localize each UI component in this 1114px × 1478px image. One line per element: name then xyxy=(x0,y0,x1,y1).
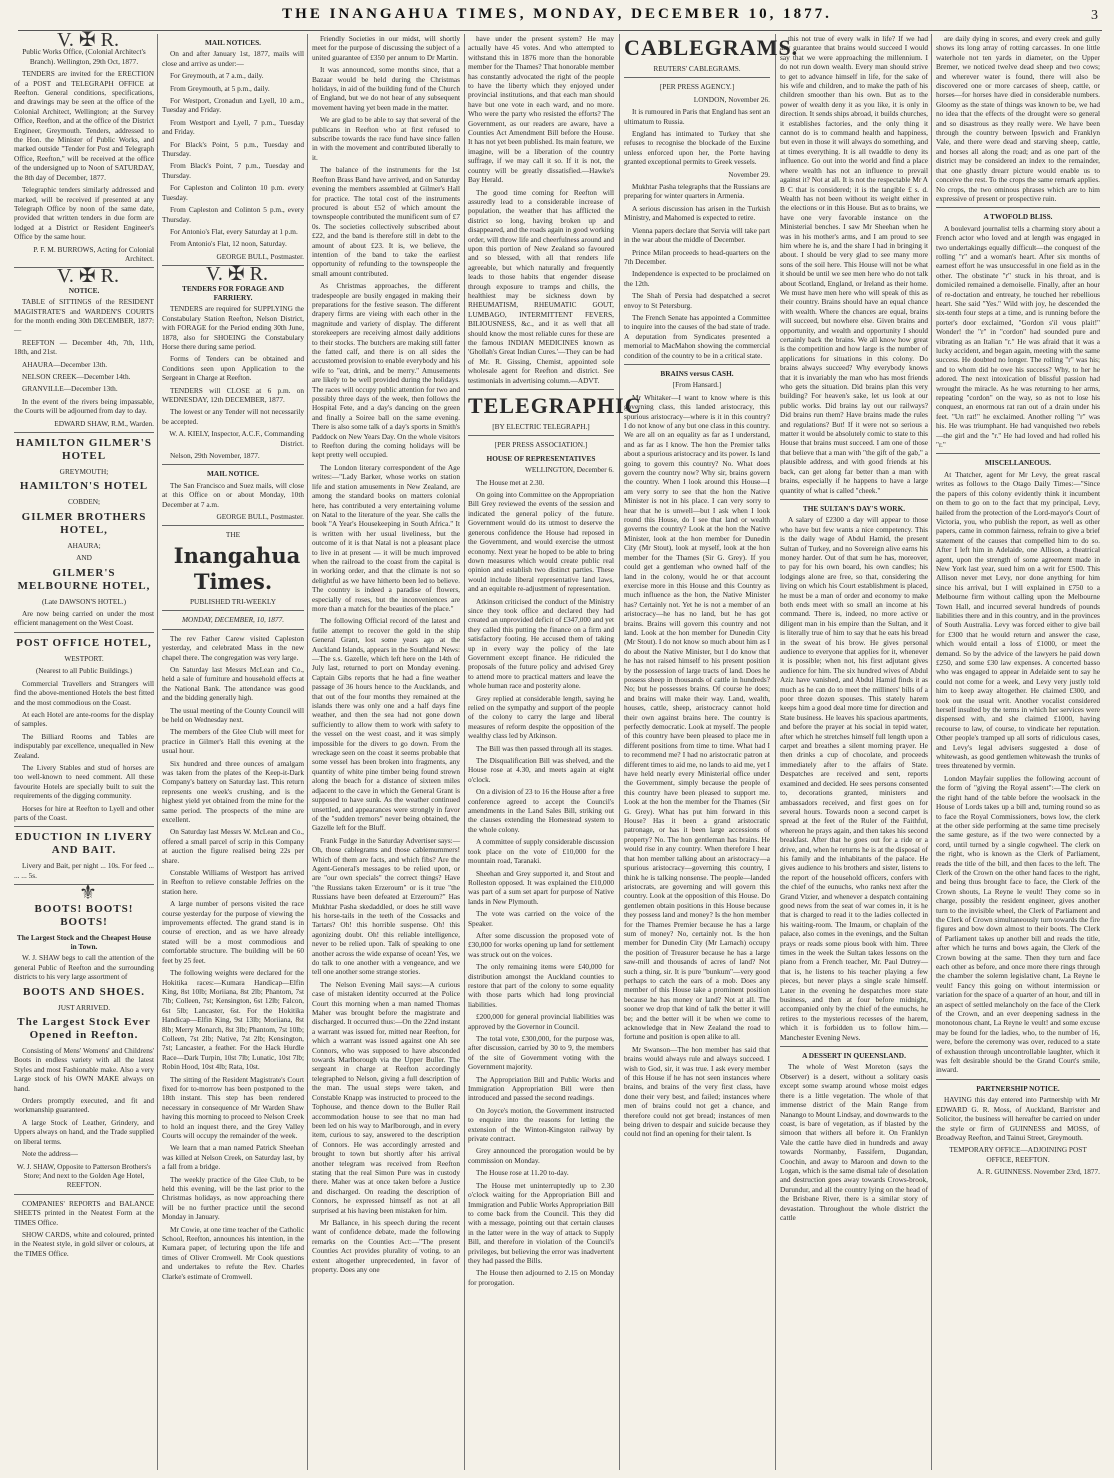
page-number: 3 xyxy=(1091,8,1098,23)
ad-heading: GILMER BROTHERS HOTEL, xyxy=(21,510,147,536)
paragraph: HAVING this day entered into Partnership with Mr EDWARD G. R. Moss, of Auckland, Barrister and Solicitor, the business will hereafter be carried on under the style or firm of GUINNESS and MOSS, of Broadway Reefton, and Tainui Street, Greymouth. xyxy=(936,1095,1100,1142)
paragraph: For Westport, Cronadun and Lyell, 10 a.m., Tuesday and Friday. xyxy=(162,96,304,115)
column-4 xyxy=(468,34,642,1470)
column-rule xyxy=(931,34,932,1470)
signature-line: GEORGE BULL, Postmaster. xyxy=(216,251,304,261)
divider xyxy=(936,1079,1100,1080)
paragraph: The Appropriation Bill and Public Works and Immigration Appropriation Bill were then introduced and passed the second readings. xyxy=(468,1074,614,1103)
paragraph: After some discussion the proposed vote of £30,000 for works opening up land for settlement was struck out on the voices. xyxy=(468,930,614,959)
centered-line: W. J. SHAW, Opposite to Patterson Brothers's Store; And next to the Golden Age Hotel, REEFTON. xyxy=(16,1161,152,1190)
section-title: TELEGRAPHIC xyxy=(468,393,642,419)
paragraph: REEFTON — December 4th, 7th, 11th, 18th, and 21st. xyxy=(14,337,154,357)
centered-line: [PER PRESS AGENCY.] xyxy=(659,82,735,92)
paragraph: The House met at 2.30. xyxy=(476,477,545,487)
paragraph: The good time coming for Reefton will assuredly lead to a considerable increase of population, the weather that has afflicted the district so long, having broken up and disappeared, and the roads again in good working order, will throw life and cheerfulness around and upon this portion of New Zealand so favoured and so blessed, with all that renders life agreeable, but which naturally and frequently leads to those habits that engender disease through exposure to tramps and chills, the healthiest may be sickness down by RHEUMATISM, RHEUMATIC GOUT, LUMBAGO, INTERMITTENT FEVERS, BILIOUSNESS, &c., and it as well that all should know the most reliable cures for these are the famous INDIAN MEDICINES known as 'Ghollah's Great Indian Cures.'—They can be had of Mr. R. Gissing, Chemist, appointed sole wholesale agent for Reefton and district. See testimonials in advertising column.—ADVT. xyxy=(468,187,614,385)
masthead-rule xyxy=(18,30,1102,31)
column-7 xyxy=(936,34,1100,1470)
paragraph: Mukhtar Pasha telegraphs that the Russians are preparing for winter quarters in Armenia. xyxy=(624,182,770,201)
centered-line: COBDEN; xyxy=(67,497,101,507)
paragraph: From Greymouth, at 5 p.m., daily. xyxy=(170,83,270,93)
section-heading: NOTICE. xyxy=(68,285,100,295)
paragraph: W. J. SHAW begs to call the attention of the general Public of Reefton and the surrounding districts to his very large assortment of xyxy=(14,953,154,982)
paragraph: The rev Father Carew visited Capleston yesterday, and celebrated Mass in the new chapel there. The congregation was very large. xyxy=(162,633,304,662)
centered-line: (Nearest to all Public Buildings.) xyxy=(35,666,133,676)
paragraph: Independence is expected to be proclaimed on the 12th. xyxy=(624,269,770,288)
paragraph: TENDERS will CLOSE at 6 p.m. on WEDNESDAY, 12th DECEMBER, 1877. xyxy=(162,385,304,404)
signature-line: GEORGE BULL, Postmaster. xyxy=(216,512,304,522)
paragraph: The following weights were declared for the Hokitika races:—Kumara Handicap—Elfin King, 8st 10lb; Moriiana, 8st 2lb; Phantom, 7st 7lb; Colleen, 7st; Kensington, 6st 12lb; Falcon, 6st 5lb; Lancaster, 6st. For the Hokitika Handicap—Elfin King, 9st 13lb; Moriiana, 8st 8lb; Merry Monarch, 8st 3lb; Phantom, 7st 10lb; Colleen, 7st 2lb; Native, 7st 2lb; Kensington, 7st; Lancaster, a feather. For the Hack Hurdle Race—Dark Turpin, 10st 7lb; Lunatic, 10st 7lb; Robin Hood, 10st 4lb; Rata, 10st. xyxy=(162,968,304,1072)
paragraph: It is rumoured in Paris that England has sent an ultimatum to Russia. xyxy=(624,107,771,126)
paragraph: this not true of every walk in life? If we had any guarantee that brains would succeed I would say that we were approaching the millennium. I do not run down wealth. Every man should strive to get to advance himself in life, for the sake of his wife and children, and to make the path of his children smoother than his own. But as to the power of wealth deny it as you like, it is only in direction. It sends ships abroad, it builds churches, it establishes factories, and the only thing it cannot do is to command health and happiness, but even in those it will always do something, and at times everything. It is all twaddle to deny its influence. Go out into the world and find a place where wealth has not an influence to prevail against it? Not at all. It is not the respectable Mr A B C that is considered; it is the tangible £ s. d. Wealth has not been without its weight either in the elections or in this House. But as to brains, we have one very favorable instance on the Ministerial benches. I saw Mr Sheehan when he was in his mother's arms, and I am proud to see him where he is, and the share I had in bringing it about. I should be very glad to see many more sons of the soil here. This House will not be what it should be until we see men here who do not talk about Scotland, England, or Ireland as their home. We must have men here who will speak of this as their country. Brains should have an equal chance with wealth. Where the chances are equal, brains will succeed, but nowhere else. Given brains and opportunity, and wealth and opportunity I should certainly back the brains. We all know how great is the competition and how large is the number of applications for situations in this colony. Do brains always succeed? Why everybody knows that it is invariably the man who has most friends who gets the situation. Did brains plan this very building? For heaven's sake, let us look at our public works. Did brains lay out our railways? Did brains run them? Have brains made the rules and regulations? But! If it were not so serious a matter it would be absolutely comic to state to this House that brains must succeed. I am one of those that believe that a man with "the gift of the gab," a plausible address, and with good friends at his back, can get along far better than a man with brains, especially if he happens to have a large quantity of what is called "cheek." xyxy=(780,34,928,495)
paragraph: Grey announced the prorogation would be by commission on Monday. xyxy=(468,1146,614,1165)
signature-line: November 29. xyxy=(728,169,770,179)
paragraph: From Westport and Lyell, 7 p.m., Tuesday and Friday. xyxy=(162,117,304,137)
divider xyxy=(14,432,154,433)
paragraph: We are glad to be able to say that several of the publicans in Reefton who at first refused to subscribe towards the race fund have since fallen in with the movement and contributed liberally to it. xyxy=(312,115,460,162)
ad-heading: BOOTS! BOOTS! BOOTS! xyxy=(34,902,134,928)
paragraph: For Capleston and Colinton 10 p.m. every Tuesday. xyxy=(162,183,304,202)
paragraph: For Black's Point, 5 p.m., Tuesday and Thursday. xyxy=(162,139,304,159)
paragraph: From Black's Point, 7 p.m., Tuesday and Thursday. xyxy=(162,161,304,180)
paragraph: The French Senate has appointed a Committee to inquire into the causes of the bad state of trade. A deputation from Syndicates presented a memorial to MacMahon showing the commercial condition of the country to be in a critical state. xyxy=(624,312,770,360)
ad-heading: BOOTS AND SHOES. xyxy=(22,985,146,998)
paragraph: Six hundred and three ounces of amalgam was taken from the plates of the Keep-it-Dark Company's battery on Saturday last. This return represents one week's crushing, and is the highest yield yet obtained from the mine for the same period. The prospects of the mine are excellent. xyxy=(162,758,304,824)
paragraph: The members of the Glee Club will meet for practice in Gilmer's Hall this evening at the usual hour. xyxy=(162,727,304,756)
section-heading: THE SULTAN'S DAY'S WORK. xyxy=(802,503,906,513)
paragraph: Mr Swanson—The hon member has said that brains would always rule and always succeed. I wish to God, sir, it was true. I ask every member of this House if he has not seen instances where brains, and brains of the very first class, have done their very best, and failed; instances where men of brains could not get a chance, and therefore could not get bread; instances of men being driven to despair and suicide because they could not find an opening for their talent. Is xyxy=(624,1044,770,1139)
divider xyxy=(14,632,154,633)
paragraph: GRANVILLE—December 13th. xyxy=(22,384,118,394)
centered-line: REUTERS' CABLEGRAMS. xyxy=(653,64,741,73)
signature-line: LONDON, November 26. xyxy=(693,94,770,104)
ad-heading: HAMILTON GILMER'S HOTEL xyxy=(16,437,152,463)
paragraph: NELSON CREEK—December 14th. xyxy=(22,372,131,381)
paragraph: A committee of supply considerable discussion took place on the vote of £10,000 for the mountain road, Taranaki. xyxy=(468,837,614,866)
paragraph: Note the address— xyxy=(22,1149,78,1159)
ad-heading: HAMILTON'S HOTEL xyxy=(19,480,149,493)
centered-line: GREYMOUTH; xyxy=(59,467,109,477)
centered-line: [PER PRESS ASSOCIATION.] xyxy=(494,440,588,450)
paragraph: Mr Whitaker—I want to know where is this governing class, this landed aristocracy, this spurious aristocracy—where is it in this country? I do not know of any but one class in this country. We are all on an equality as far as I understand, and as far as I know. The hon the Premier talks about a spurious aristocracy and its power. Is land going to govern this country? No. What does govern the country now? Why sir, brains govern the country. When I look around this House—I am very sorry to see that the hon the Native Minister is not in his place. I can very sorry to hear that he is unwell—but I ask when I look round this House, do I see that land or wealth governs the country? Look at the hon the Native Minister, look at the hon member for Dunedin City (Mr Stout), look at myself, look at the hon member for the Thames (Sir G. Grey). If you could get a gentleman who owned half of the land in the colony, would he or that account exercise more in this House and this Country as much influence as the hon, the Native Minister has? Certainly not. Yet he is not a member of an aristocracy—he has no land, but he has got brains. Brains will govern this country and not land. Look at the hon member for Dunedin City (Mr Stout). I do not know so much about him as I do about the Native Minister, but I do know that he has not raised himself to his present position by the possession of large tracts of land. Does he possess sheep in thousands of cattle in hundreds? No; but he possesses brains. Of course he does; and brains will make their way. Land, wealth, houses, cattle, sheep, aristocracy cannot hold their own against brains here. The country is perfectly democratic. Look at myself. The people of this country have been pleased to place me in different positions from time to time. What had I to recommend me? I had no aristocratic patron at different times to aid me, no lands to aid me, yet I have held nearly every Ministerial office under the Government, simply because the people of this country have been pleased to support me. Look at the hon the member for the Thames (Sir G. Grey). What has put him forward in this House? Has it been a grand aristocratic patronage, or has it been large accessions of property? No. The hon gentleman has brains. He would rise in any country. When therefore I hear that hon member talking about an aristocracy—a spurious aristocracy—governing this country, I think he is talking nonsense. The people—landed aristocrats, are governing and will govern this country. Look at the opposition of this House. Do gentlemen obtain positions in this House because they possess land and money? Is the hon member for the Thames Premier because he has a large sum of money? No, certainly not. Is the hon member for Dunedin City (Mr Larnach) occupy the position of Treasurer because he has a large saw-mill and thousands of acres of land? Not such a thing, sir. It is pure "bunkum"—very good perhaps to catch the ears of a mob. Does any member of this House take a prominent position because he has money or land? Not at all. The sooner we drop that kind of talk the better it will be; and the better will it be when we come to acknowledge that in New Zealand the road to fortune and position is open alike to all. xyxy=(624,392,770,1042)
paragraph: On going into Committee on the Appropriation Bill Grey reviewed the events of the session and indicated the general policy of the future. Government would do its utmost to deserve the generous confidence the House had reposed in the Government, and would exercise the utmost economy. Next year he hoped to be able to bring down measures which would create public real opinion and establish two distinct parties. These would include liberal representative land laws, and an equitable re-adjustment of representation. xyxy=(468,490,614,594)
column-1 xyxy=(14,29,154,1470)
paragraph: £200,000 for general provincial liabilities was approved by the Governor in Council. xyxy=(468,1012,614,1031)
paragraph: London Mayfair supplies the following account of the form of "giving the Royal assent":—The clerk on the right hand of the table before the woolsack in the House of Lords takes up a bill and, turning round so as to face the Royal Commissioners, bows low, the clerk at the other side performing at the same time precisely the same gesture, as if the two were connected by a cord, until turned by a single cogwheel. The clerk on the right, who is known as the Clerk of Parliament, reads the title of the bill, and then faces to the left. The Clerk of the Crown on the other hand faces to the right, and being thus brought face to face, the Clerk of the Crown shouts, La Reyne le veult! They come so in charge, possibly the resident engineer, gives another turn to the invisible wheel, the Clerk of Parliament and the Clerk of Crown simultaneously turn towards the fire figures and bow down almost to their boots. The Clerk of Parliament takes up another bill and reads the title, after which he turns and bows again, the Clerk of the Crown bowing at the same. Then they turn and face each other as before, and once more there rings through the chamber the solemn legislative chant, La Reyne le veult! Fancy this going on without intermission or variation for the space of a quarter of an hour, and till in an aspect of settled melancholy on the face of the Clerk of the Crown, and an ever deepening sadness in the monotonous chant, La Reyne le veult! and some excuse may be found for the ladies, who, to the number of 16, were, before the ceremony was over, reduced to a state of exhaustion through uncontrollable laughter, which it was felt desirable should be the Grand Court's smile, inward. xyxy=(936,773,1100,1075)
section-heading: A TWOFOLD BLISS. xyxy=(983,212,1053,222)
paragraph: Mr Cowie, at one time teacher of the Catholic School, Reefton, announces his intention, in the Kumara paper, of lecturing upon the life and times of Oliver Cromwell. Mr Cook questions and undertakes to refute the Rev. Charles Clarke's estimate of Cromwell. xyxy=(162,1224,304,1281)
paragraph: Forms of Tenders can be obtained and Conditions seen upon Application to the Sergeant in Charge at Reefton. xyxy=(162,354,304,383)
divider xyxy=(162,525,304,526)
royal-crest: V. ✠ R. xyxy=(206,263,268,286)
centered-line: PUBLISHED TRI-WEEKLY xyxy=(189,596,277,606)
centered-line: AND xyxy=(76,553,92,563)
paragraph: The weekly practice of the Glee Club, to be held this evening, will be the last prior to the Christmas holidays, as now approaching there will be no further practice until the second Monday in January. xyxy=(162,1174,304,1222)
divider xyxy=(162,464,304,465)
paragraph: A large Stock of Leather, Grindery, and Uppers always on hand, and the Trade supplied on liberal terms. xyxy=(14,1117,154,1146)
paragraph: England has intimated to Turkey that she refuses to recognise the blockade of the Euxine unless enforced upon her, the Porte having granted exceptional permits to Greek vessels. xyxy=(624,129,770,167)
signature-line: EDWARD SHAW, R.M., Warden. xyxy=(54,418,154,428)
royal-crest: V. ✠ R. xyxy=(57,29,119,51)
paragraph: A serious discussion has arisen in the Turkish Ministry, and Mahomed is expected to retire. xyxy=(624,203,770,223)
paragraph: have under the present system? He may actually have 45 votes. And who attempted to withstand this in 1876 more than the honorable member for the Thames? That honorable member has constantly advocated the right of the people to have the liberty which they enjoyed under provincial institutions, and that each man should have but one vote in each ward, and no more. Who were the party who resisted the efforts? The Government, as our readers are aware, have a Counties Act Amendment Bill before the House. It has not yet been published. Its main feature, we imagine, will be a liberation of the country suffrage, if we may call it so. If it is not, the country will be greatly dissatisfied.—Hawke's Bay Herald. xyxy=(468,34,614,185)
paragraph: The usual meeting of the County Council will be held on Wednesday next. xyxy=(162,705,304,724)
paragraph: On Saturday last Messrs McLean and Co., held a sale of furniture and household effects at the National Bank. The attendance was good and the bidding generally high. xyxy=(162,664,304,703)
paragraph: Nelson, 29th November, 1877. xyxy=(170,451,260,461)
section-heading: HOUSE OF REPRESENTATIVES xyxy=(486,453,596,463)
paragraph: Mr Ballance, in his speech during the recent want of confidence debate, made the following remarks on the Counties Act:—"The present Counties Act provides plurality of voting, to an extent altogether unprecedented, in favor of property. Does any one xyxy=(312,1217,460,1274)
paragraph: Friendly Societies in our midst, will shortly meet for the purpose of discussing the subject of a united guarantee of £350 per annum to Dr Martin. xyxy=(312,34,460,62)
paragraph: TENDERS are required for SUPPLYING the Constabulary Station Reefton, Nelson District, with FORAGE for the Period ending 30th June, 1878, also for SHOEING the Constabulary Horse there during same period. xyxy=(162,304,304,351)
paragraph: AHAURA—December 13th. xyxy=(22,359,108,369)
column-rule xyxy=(619,34,620,1470)
paragraph: On and after January 1st, 1877, mails will close and arrive as under:— xyxy=(162,49,304,68)
masthead: THE INANGAHUA TIMES, MONDAY, DECEMBER 10, 1877. xyxy=(282,6,832,22)
paragraph: The lowest or any Tender will not necessarily be accepted. xyxy=(162,407,304,426)
centered-line: JUST ARRIVED. xyxy=(57,1002,111,1012)
paragraph: Horses for hire at Reefton to Lyell and other parts of the Coast. xyxy=(14,803,154,822)
paragraph: In the event of the rivers being impassable, the Courts will be adjourned from day to day. xyxy=(14,396,154,416)
ad-heading: EDUCTION IN LIVERY AND BAIT. xyxy=(15,831,153,857)
paragraph: The Nelson Evening Mail says:—A curious case of mistaken identity occurred at the Police Court this morning when a man named Thomas Maher was brought before the magistrate and discharged. It occurred thus:—On the 22nd instant a warrant was issued for, mitted near Reefton, for which a warrant was issued against one Ah see Connors, who was supposed to have absconded towards Marlborough via the Upper Buller. The sergeant in charge at Reefton accordingly telegraphed to Nelson, giving a full description of the man. The usual steps were taken, and Constable Knapp was instructed to proceed to the Tophouse, and thence down to the Buller Rail accommodation house to see that no man had been led on his way to Marlborough, and in every item, curious to say, answered to the description of Connors. He was accordingly arrested and brought to town but shortly after his arrival another telegram was received from Reefton stating that the real Simon Pure was in custody there. Maher was at once taken before a Justice and discharged. On reading the description of Connors, he expressed himself as not at all surprised at his having been mistaken for him. xyxy=(312,979,460,1215)
paragraph: The San Francisco and Suez mails, will close at this Office on or about Monday, 10th December at 7 a.m. xyxy=(162,480,304,509)
section-heading: MISCELLANEOUS. xyxy=(985,458,1051,468)
paragraph: Are now being carried on under the most efficient management on the West Coast. xyxy=(14,609,154,628)
paragraph: Commercial Travellers and Strangers will find the above-mentioned Hotels the best fitted and the most commodious on the Coast. xyxy=(14,678,154,707)
signature-line: WELLINGTON, December 6. xyxy=(524,465,614,475)
column-3 xyxy=(312,34,460,1470)
signature-line: A. R. GUINNESS. November 23rd, 1877. xyxy=(976,1167,1100,1177)
centered-line: TEMPORARY OFFICE—ADJOINING POST OFFICE, REEFTON. xyxy=(949,1145,1087,1164)
column-5 xyxy=(624,34,799,1470)
divider xyxy=(936,207,1100,208)
centered-line: WESTPORT. xyxy=(64,653,104,663)
paragraph: Atkinson criticised the conduct of the Ministry since they took office and declared they had created an unprovided deficit of £347,000 and yet they called this putting the finance on a firm and satisfactory footing. He accused them of taking up in every way the policy of the late Government except finance. He ridiculed the proposals of the future policy and advised Grey to attend more to practical matters and leave the whole human race and posterity alone. xyxy=(468,596,614,691)
paragraph: We learn that a man named Patrick Sheehan was killed at Nelson Creek, on Saturday last, by a fall from a bridge. xyxy=(162,1143,304,1172)
signature-line: W. A. KIELY, Inspector, A.C.F., Commanding District. xyxy=(169,429,304,448)
divider xyxy=(780,499,928,500)
centered-line: Public Works Office, (Colonial Architect's Branch). Wellington, 29th Oct, 1877. xyxy=(22,47,146,66)
section-heading: A DESSERT IN QUEENSLAND. xyxy=(802,1051,906,1061)
paragraph: The House met uninterruptedly up to 2.30 o'clock waiting for the Appropriation Bill and Immigration and Public Works Appropriation Bill to come back from the Council. This they did with a message, pointing out that certain clauses in the latter were in the way of attack to Supply Bill, and therefore in violation of the Council's privileges, but believing the error was inadvertent they had passed the Bills. xyxy=(468,1180,614,1265)
paragraph: The House then adjourned to 2.15 on Monday for prorogation. xyxy=(468,1268,614,1287)
section-heading: TENDERS FOR FORAGE AND FARRIERY. xyxy=(182,283,284,302)
paragraph: At each Hotel are ante-rooms for the display of samples. xyxy=(14,709,154,729)
divider xyxy=(468,389,614,390)
paragraph: The following Official record of the latest and futile attempt to recover the gold in the ship General Grant, lost some years ago at the Auckland Islands, appears in the Southland News:—The s.s. Gazelle, which left here on the 14th of July last, returned to port on Monday evening. Captain Gibs reports that he had a fine weather passage of 36 hours hence to the Aucklands, and that out of the four months they remained at the islands there was only one and a half days fine weather, and then the sea had not gone down sufficiently to allow them to work with safety to the vessel on the west coast, and it was simply impossible for the divers to go down. From the wreckage seen on the coast it seems probable that some vessel has been broken into fragments, any quantity of white pine timber being found strewn along the beach for a distance of sixteen miles adjacent to the cave in which the General Grant is supposed to have sunk. As the weather continued unsettled, and appearances were strongly in favor of the "sudden tremors" never being obtained, the Gazelle left for the Bluff. xyxy=(312,616,460,833)
paragraph: A large number of persons visited the race course yesterday for the purpose of viewing the improvements effected. The grand stand is in course of erection, and as we have already stated will be a most commodious and comfortable structure. The building will be 60 feet by 25 feet. xyxy=(162,899,304,965)
centered-line: [BY ELECTRIC TELEGRAPH.] xyxy=(492,422,590,432)
section-heading: MAIL NOTICE. xyxy=(207,469,259,479)
paragraph: Orders promptly executed, and fit and workmanship guaranteed. xyxy=(14,1096,154,1115)
section-heading: MAIL NOTICES. xyxy=(205,38,261,47)
paragraph: The sitting of the Resident Magistrate's Court fixed for to-morrow has been postponed to the 18th instant. This step has been rendered necessary in consequence of Mr Warden Shaw having this morning to proceed to Nelson Creek to hold an inquest there, and the Grey Valley Courts will occupy the remainder of the week. xyxy=(162,1074,304,1140)
paragraph: A salary of £2300 a day will appear to those who have but few wants a nice competency. This is the daily wage of Abdul Hamid, the present Sultan of Turkey, and no Sovereign alive earns his money harder. Out of that sum he has, moreover, to pay for his own board, his own candles; his lodgings alone are free, so that, considering the living on which his Court establishment is placed, he must be a man of order and economy to make both ends meet with so small an income at his command. There is, indeed, no more active or diligent man in his empire than the Sultan, and it is literally true of him to say that he eats his bread in the sweat of his brow. He gives personal audience to everyone that applies for it, whenever it is possible; when not, his first adjutant gives audience for him. The six hundred wives of Abdul Aziz have vanished, and Abdul Hamid finds it as much as he can do to meet the milliners' bills of a poor three dozen spouses. This stately harem keeps him a good deal more time for direction and State business. He leaves his spacious apartments, and before the prayer at his social in tepid water, after which he stretches himself full length upon a carpet and breathes a silent morning prayer. He then drinks a cup of chocolate, and proceeds immediately after to the affairs of State. Despatches are received and sent, reports examined and decided. He sees persons consented to, decorations granted, ministers and ambassadors received, and first goes on for several hours. Towards noon a second carpet is spread at the feet of the Ruler of the Faithful, whereon he prays again, and then takes his second breakfast. After that he goes out for a ride or a drive, and, when he returns he is at the disposal of his family and the inhabitants of the palace. He gives audience to his brothers and sister, listens to the report of the household officers, confers with the chief of the eunuchs, who ranks next after the Grand Vizier, and whenever a despatch containing good news from the seat of war comes in, it is he that is charged to read it to the ladies collected in his waiting-room. The Imaum, or chaplain of the palace, also comes in the evenings, and the Sultan prays or reads some pious book with him. Three times in the week the Sultan takes lessons on the piano from a French teacher, Mr. Paul Dutrey—that is, he listens to his teacher playing a few pieces, but never plays a single scale himself. Later in the evening he despatches more state business, and then at four before midnight, accompanied only by the chief of the eunuchs, he retires to the mysterious recesses of the harem, which it is forbidden us to follow him.—Manchester Evening News. xyxy=(780,515,928,1042)
paragraph: The Shah of Persia had despatched a secret envoy to St Petersburg. xyxy=(624,291,770,310)
paragraph: The Livery Stables and stud of horses are too well-known to need comment. All these favourite Hotels are specially built to suit the requirements of the digging community. xyxy=(14,762,154,801)
centered-line: AHAURA; xyxy=(67,540,101,550)
paragraph: Constable Williams of Westport has arrived in Reefton to relieve constable Jeffries on the station here. xyxy=(162,868,304,896)
paragraph: Sheehan and Grey supported it, and Stout and Rolleston opposed. It was explained the £10,000 was part of a sum set apart for purpose of Native lands in New Plymouth. xyxy=(468,868,614,906)
paragraph: The Bill was then passed through all its stages. xyxy=(476,743,613,753)
ad-heading: POST OFFICE HOTEL, xyxy=(16,636,152,649)
paragraph: are daily dying in scores, and every creek and gully shows its long array of rotting carcasses. In one little waterhole not ten yards in diameter, on the Upper Bremer, we noticed twelve dead sheep and two cows; and wherever water is found, there will also be discovered one or more carcases of sheep, cattle, or horses—for horses have died in considerable numbers. Gloomy as the state of things was known to be, we had no idea that the effects of the drought were so general and so disastrous as they really were. We have been through the country between Ipswich and Franklyn Vale, and there were dead and starving sheep, cattle, and horses all along the road; and as one part of the district may be considered an index to the remainder, that one ghastly drearr picture would enable us to conceive the rest. To the crops the same remark applies. No crops, the two ominous phrases which are to him expressive of present or prospective ruin. xyxy=(936,34,1100,203)
paragraph: Telegraphic tenders similarly addressed and marked, will be received if presented at any Telegraph Office by noon of the same date, provided that written tenders in due form are lodged at a District or Resident Engineer's Office by the same hour. xyxy=(14,185,154,242)
column-rule xyxy=(307,34,308,1470)
paragraph: Livery and Bait, per night ... 10s. For feed ... ... ... 5s. xyxy=(14,861,154,880)
divider xyxy=(780,1046,928,1047)
divider xyxy=(936,453,1100,454)
paragraph: On a division of 23 to 16 the House after a free conference agreed to accept the Council's amendments in the Land Sales Bill, striking out the clauses extending the Homestead system to the whole colony. xyxy=(468,787,614,834)
divider xyxy=(468,435,614,436)
paragraph: From Capleston and Colinton 5 p.m., every Thursday. xyxy=(162,205,304,224)
divider xyxy=(162,610,304,611)
column-2 xyxy=(162,34,304,1470)
centered-line: [From Hansard.] xyxy=(672,380,722,390)
royal-crest: ⚜ xyxy=(79,882,97,905)
paragraph: Grey replied at considerable length, saying he relied on the sympathy and support of the people of the colony to carry the large and liberal measures of reform despite the opposition of the wealthy class led by Atkinson. xyxy=(468,693,614,741)
divider xyxy=(624,364,770,365)
paragraph: On Saturday last Messrs W. McLean and Co., offered a small parcel of scrip in this Company at auction the figure realised being 22s per share. xyxy=(162,827,304,865)
centered-line: THE xyxy=(225,530,241,540)
paragraph: The total vote, £300,000, for the purpose was, after discussion, carried by 30 to 9, the members of the site of Government voting with the Government majority. xyxy=(468,1034,614,1072)
paragraph: TENDERS are invited for the ERECTION of a POST and TELEGRAPH OFFICE at Reefton. General conditions, specifications, and drawings may be seen at the office of the Colonial Architect, Wellington; at the Survey Office, Reefton, and at the office of the District Engineer, Greymouth. Tenders, addressed to the Hon. the Minister of Public Works, and marked outside "Tender for Post and Telegraph Office, Reefton," will be received at the office of the undersigned up to Noon of SATURDAY, the 8th day of December, 1877. xyxy=(14,69,154,182)
divider xyxy=(14,826,154,827)
paragraph: It was announced, some months since, that a Bazaar would be held during the Christmas holidays, in aid of the building fund of the Church of England, but we do not hear of any subsequent movement having yet been made in the matter. xyxy=(312,65,460,112)
paragraph: COMPANIES' REPORTS and BALANCE SHEETS printed in the Neatest Form at the TIMES Office. xyxy=(14,1198,154,1227)
ad-heading: The Largest Stock Ever Opened in Reefton. xyxy=(17,1016,151,1042)
paragraph: Frank Fudge in the Saturday Advertiser says:—Oh, those cablegrams and those cablemummers! Which of them are facts, and which fibs? Are the Agent-General's messages to be relied upon, or are "our own specials" the correct things? Have "the Russians taken Erzeroum" or is it true "the Russians have been defeated at Erzeroum?" Has Mukhtar Pasha skedaddled, or does he still wave his horse-tails in the teeth of the Cossacks and Tartars? Oh! this horrible suspense. Oh! this agonizing doubt. Oh! this reliable intelligence, never to be relied upon. Talk of speaking to one another across the wide expanse of ocean! Yes, we do talk to one another with a vengeance, and we tell one another some strange stories. xyxy=(312,835,460,977)
newspaper-title: Inangahua Times. xyxy=(173,542,301,594)
paragraph: The balance of the instruments for the 1st Reefton Brass Band have arrived, and on Saturday evening the members assembled at Gilmer's Hall for practice. The total cost of the instruments procured is about £52 of which amount the townspeople contributed the munificent sum of £7 0s. The societies collectively subscribed about £22, and the band is therefore still in debt to the amount of about £23. It is, we believe, the intention of the band to take the earliest opportunity of refunding to the townspeople the small amount contributed. xyxy=(312,165,460,278)
paragraph: For Greymouth, at 7 a.m., daily. xyxy=(170,71,264,81)
paragraph: A boulevard journalist tells a charming story about a French actor who loved and at length was engaged in two undertakings equally difficult—the conquest of the rolling "r" and a woman's heart. After six months of earnest effort he was unsuccessful in one field as in the other. The obstinate "r" stuck in his throat, and is domiciled remained a demoiselle. Finally, after an hour of re-doctation and entreaty, he touched her rebellious heart. She said "Yes." Wild with joy, he descended the six-tenth four steps at a time, and is running before the porter's door exclaimed, "Gordon s'il vous plait!" Wonder! the "r" in "cordon" had sounded pure and vibrating as an Italian "r." He was afraid that it was a lucky accident, and began again, meeting with the same success. He doubted no longer. The rolling "r" was his; and to whom did he owe his success? Why, to her he adored. The next intoxication of blissful passion had wrought the miracle. As he was returning to her arms, repeating "cordon" on the way, so as not to lose his conquest, an enormous rat ran out of a drain under his feet. "Un rat!" he exclaimed. Another rolling "r" was his. He was triumphant. He had vanquished two rebels—the girl and the "r." He had loved and had rolled his "r." xyxy=(936,223,1100,450)
paragraph: The only remaining items were £40,000 for distribution amongst the Auckland counties to restore that part of the colony to some equality with those parts which had long provincial liabilities. xyxy=(468,962,614,1009)
paragraph: The Disqualification Bill was shelved, and the House rose at 4.30, and meets again at eight o'clock. xyxy=(468,756,614,784)
column-rule xyxy=(464,34,465,1470)
section-title: CABLEGRAMS. xyxy=(624,35,799,60)
paragraph: The London literary correspondent of the Age writes:—"Lady Barker, whose works on station life and station amusements in New Zealand, are among the standard books on matters colonial here, has contributed a very entertaining volume on Natal to the literature of the year. She calls the book "A Year's Housekeeping in South Africa." It is written with her usual liveliness, but the outcome of it is that Natal is not a pleasant place to live in at present — it will be much improved when the railroad to the coast from the capital is in working order, and that the climate is not so delightful as we have hitherto been led to believe. The country is indeed a paradise of flowers, especially of roses, but the inconveniences are more than a match for the beauties of the place." xyxy=(312,462,460,613)
signature-line: P. F. M. BURROWS, Acting for Colonial Architect. xyxy=(33,244,154,263)
paragraph: Consisting of Mens' Womens' and Childrens' Boots in endless variety with all the latest Styles and most Fashionable make. Also a very Large stock of his OWN MAKE always on hand. xyxy=(14,1046,154,1093)
section-heading: PARTNERSHIP NOTICE. xyxy=(976,1083,1060,1093)
divider xyxy=(624,77,770,78)
column-6 xyxy=(780,34,928,1470)
centered-line: (Late DAWSON'S HOTEL.) xyxy=(41,596,127,606)
paragraph: The whole of West Moreton (says the Observer) is a desert, without a solitary oasis except some swamp around whose moist edges there is a little vegetation. The whole of that immense district of the Main Range from Nanango to Mount Lindsay, and downwards to the coast, is bare of vegetation, as if blasted by the simoon that withers all before it. On Franklyn Vale the cattle have died in hundreds and away towards Normanby, Fassifern, Dugandan, Coochin, and away to Maroon and down to the Logan, which is the same dismal tale of desolation and destruction goes away towards Crows-brook, Durundur, and all the country lying on the head of the Brisbane River, there is a similar story of devastation. Throughout the whole district the cattle xyxy=(780,1062,928,1222)
dateline: MONDAY, DECEMBER, 10, 1877. xyxy=(181,615,285,625)
ad-heading: GILMER'S MELBOURNE HOTEL, xyxy=(17,566,151,592)
paragraph: As Christmas approaches, the different tradespeople are busily engaged in making their preparations for the festive season. The different drapery firms are vieing with each other in the magnitude and variety of display. The different storekeepers are receiving almost daily additions to their stocks. The butchers are making still fatter the fatted calf, and there is on all sides the accustomed provision to enable everybody and his wife to "eat, drink, and be merry." Amusements are likely to be well provided during the holidays. The races will occupy public attention for two and possibly three days of the week, then follows the Hospital Fete, and a day's dancing on the green and finally a Soiree ball on the same evening. There is also some talk of a day's sports in Smith's Paddock on New Years Day. On the whole visitors to Reefton during the coming holidays will be kept pretty well occupied. xyxy=(312,281,460,460)
royal-crest: V. ✠ R. xyxy=(57,265,119,288)
section-heading: The Largest Stock and the Cheapest House in Town. xyxy=(16,932,152,951)
paragraph: The vote was carried on the voice of the Speaker. xyxy=(468,909,614,928)
paragraph: TABLE of SITTINGS of the RESIDENT MAGISTRATE'S and WARDEN'S COURTS for the month ending 30th DECEMBER, 1877:— xyxy=(14,297,154,335)
column-rule xyxy=(775,34,776,1470)
paragraph: For Antonio's Flat, every Saturday at 1 p.m. xyxy=(170,226,298,236)
column-rule xyxy=(157,34,158,1470)
paragraph: SHOW CARDS, white and coloured, printed in the Neatest style, in gold silver or colours, at the TIMES Office. xyxy=(14,1229,154,1258)
paragraph: The House rose at 11.20 to-day. xyxy=(476,1168,569,1178)
divider xyxy=(14,1194,154,1195)
paragraph: Vienna papers declare that Servia will take part in the war about the middle of December. xyxy=(624,225,770,245)
section-heading: BRAINS versus CASH. xyxy=(660,368,734,378)
paragraph: From Antonio's Flat, 12 noon, Saturday. xyxy=(170,239,287,249)
paragraph: Prince Milan proceeds to head-quarters on the 7th December. xyxy=(624,247,770,266)
paragraph: The Billiard Rooms and Tables are indisputably par excellence, unequalled in New Zealand. xyxy=(14,731,154,760)
paragraph: On Joyce's motion, the Government instructed to enquire into the reasons for letting the extension of the Winton-Kingston railway by private contract. xyxy=(468,1105,614,1144)
paragraph: At Thatcher, agent for Mr Levy, the great rascal writes as follows to the Otago Daily Times:—"Since the papers of this colony evidently think it incumbent on them to go on to the fact that my principal, Levy, hailed from the protection of the Lord-mayor's Court of Victoria, you, who publish the report, as well as other papers, came in common fairness, refrain to give a brief statement of the causes that compelled him to do so. After I left him in Adelaide, one Allison, a theatrical agent, upon the strength of some agreement made in New York last year, sued him on a writ for £500. This Allison never met Levy, nor done anything for him since his arrival, but I will explained in £750 to a Melbourne firm without calling upon the Melbourne Town Hall, and incurred several hundreds of pounds liabilities there and in this country, and in the provinces of South Australia. Levy was forced either to give bail for £300 that he would return and answer the case, which would entail a loss of £1000, or meet the demand. So by the advice of the lawyers he paid down £250, and some £30 law expenses. A concerted basso who was engaged to appear in Adelaide sent to say he could not come for a week, and Levy very justly told him to keep away altogether. He claimed £300, and took out the usual writ. Another vocalist considered herself insulted by the terms in which her services were dispensed with, and she claimed £1000, having recourse to law, of course, to vindicate her reputation. Other people's tramped up all sorts of ridiculous cases, and Levy's legal advisers suggested a dose of whitewash, as good gentlemen whitewash the trunks of trees threatened by vermin. xyxy=(936,469,1100,771)
divider xyxy=(162,629,304,630)
